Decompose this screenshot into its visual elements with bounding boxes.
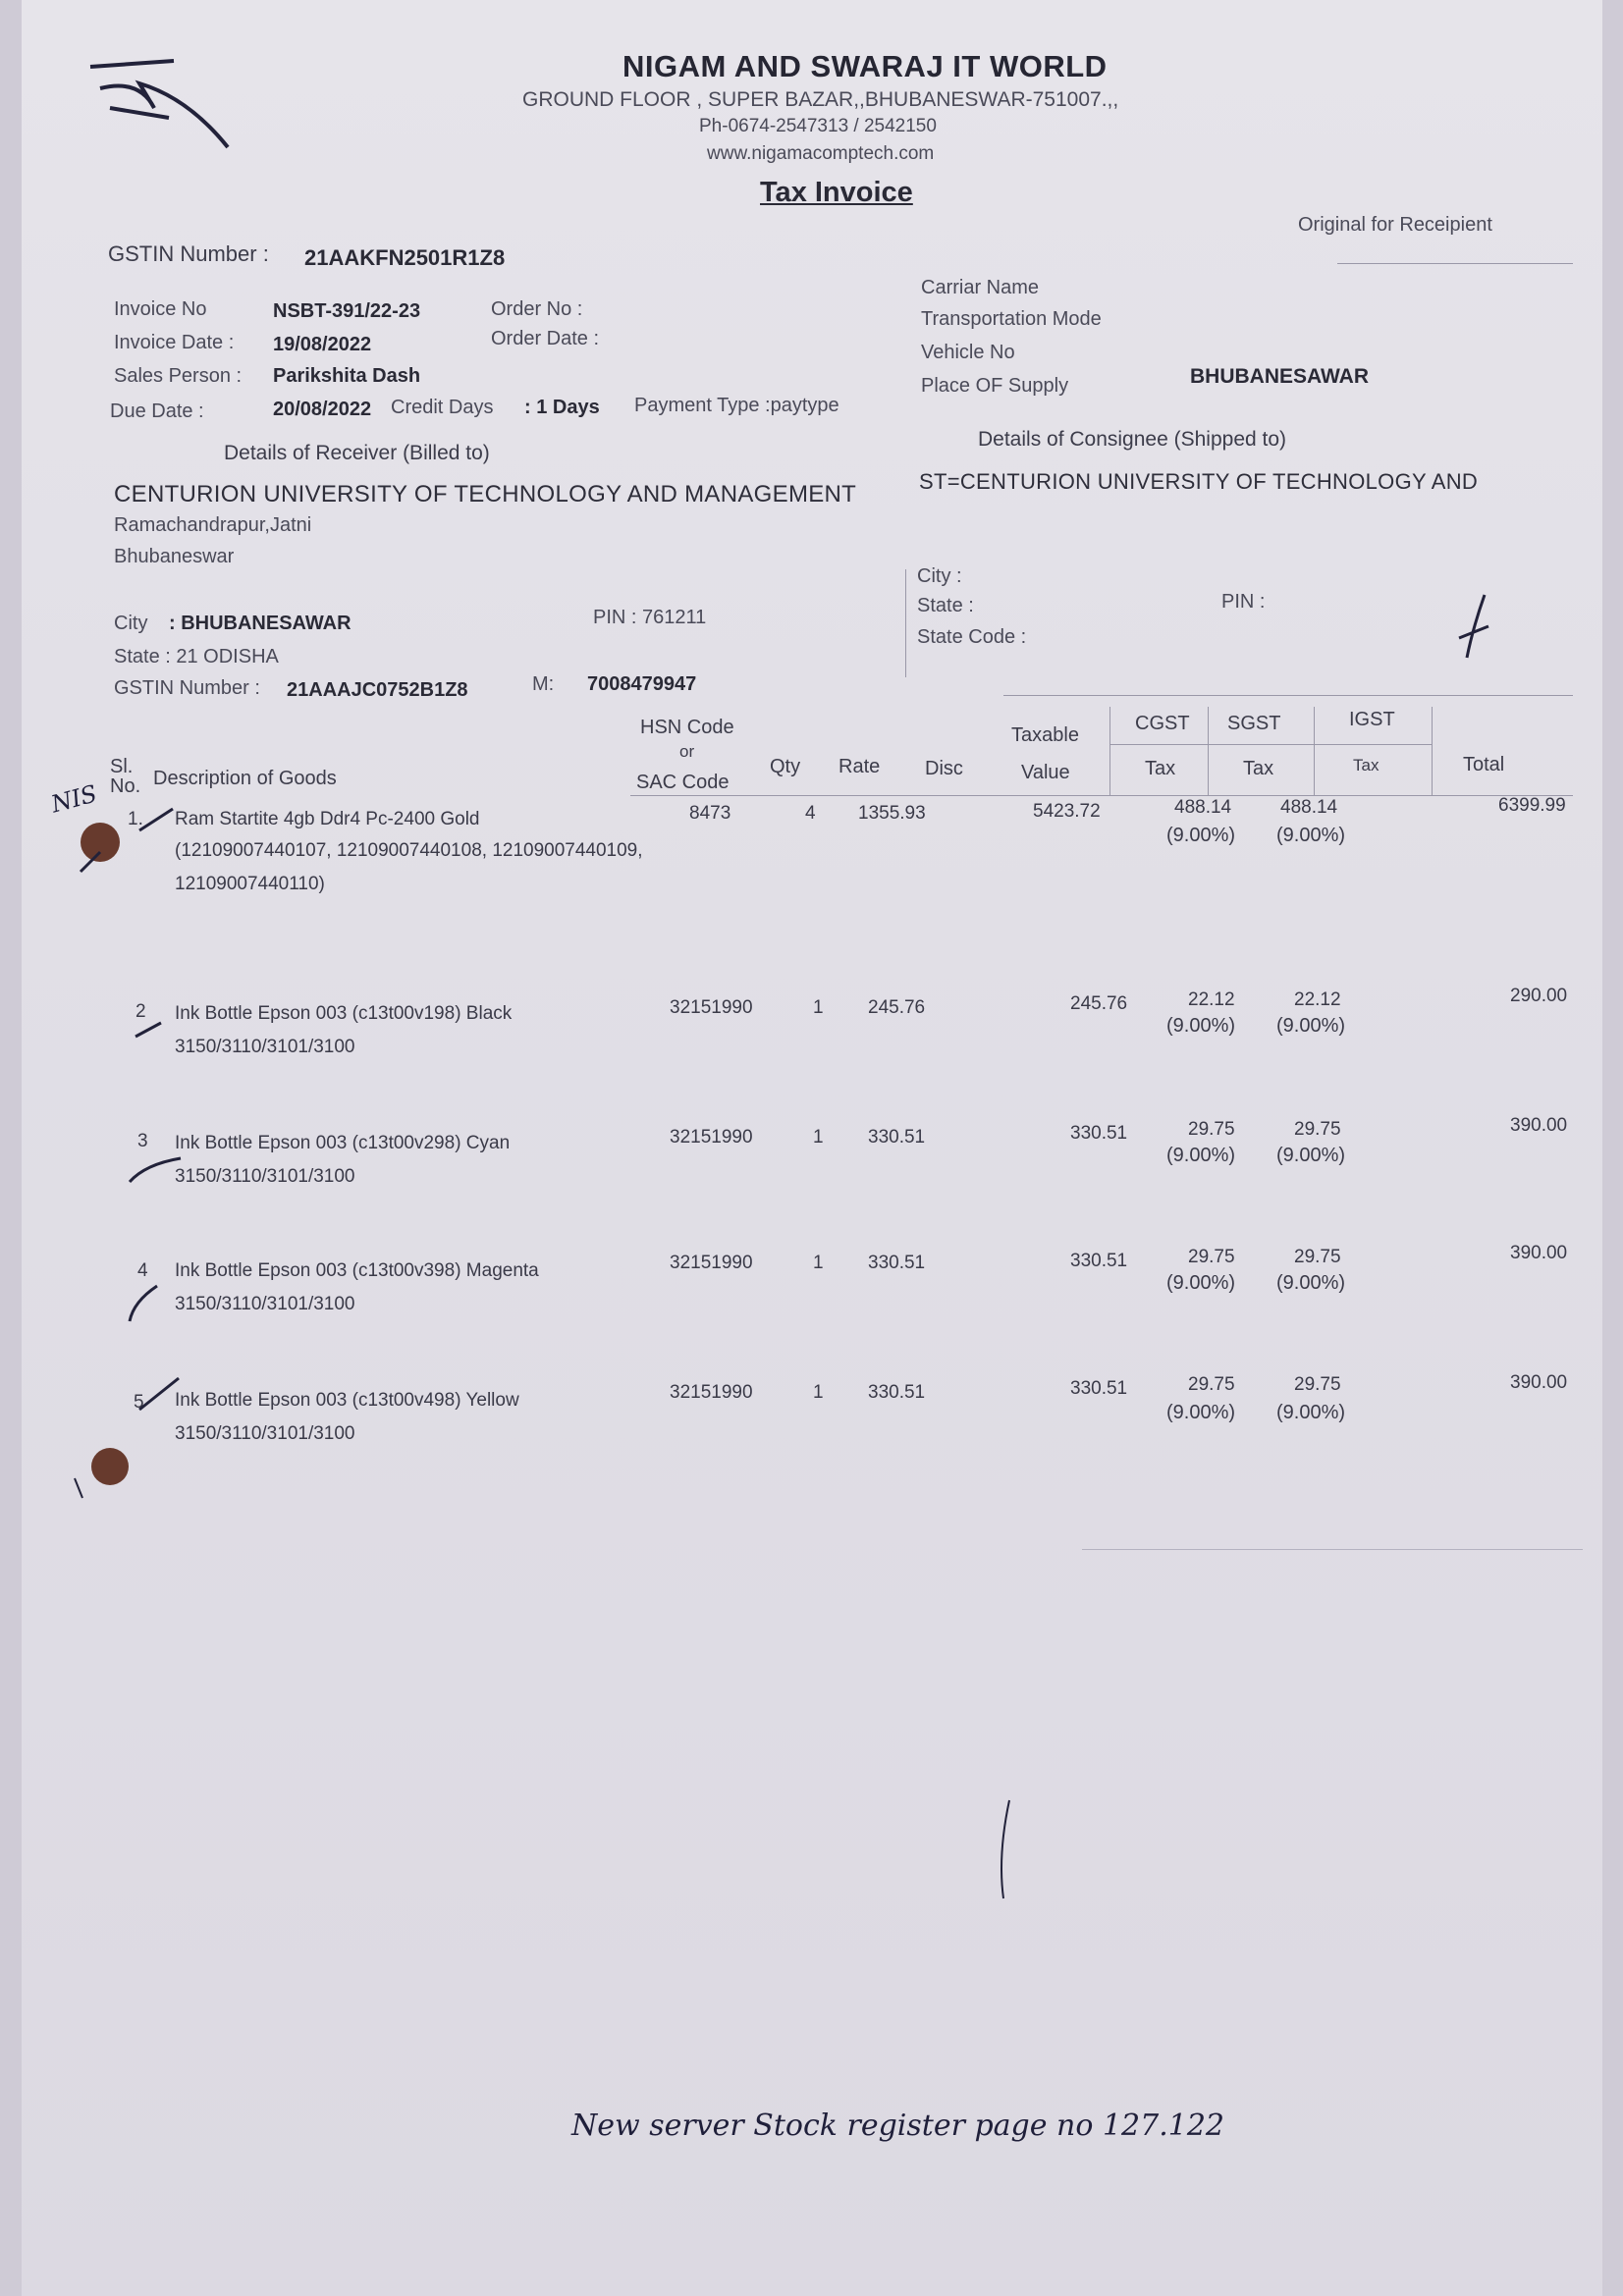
- th-qty: Qty: [770, 756, 801, 777]
- th-sgst-2: Tax: [1243, 758, 1274, 779]
- invoice-paper: [22, 0, 1602, 2296]
- receiver-address-line2: Bhubaneswar: [114, 546, 235, 567]
- due-date-value: 20/08/2022: [273, 399, 372, 420]
- th-igst-2: Tax: [1353, 756, 1380, 774]
- row-total: 390.00: [1510, 1115, 1568, 1136]
- row-qty: 1: [813, 1382, 824, 1403]
- row-description-line2: (12109007440107, 12109007440108, 12109007440109,: [175, 840, 643, 861]
- row-cgst: 29.75: [1188, 1247, 1235, 1267]
- th-cgst-1: CGST: [1135, 713, 1190, 734]
- receiver-gstin-value: 21AAAJC0752B1Z8: [287, 679, 468, 701]
- header-divider: [1337, 263, 1573, 264]
- row-sgst-rate: (9.00%): [1276, 1402, 1346, 1423]
- invoice-no-value: NSBT-391/22-23: [273, 300, 421, 322]
- row-cgst: 29.75: [1188, 1374, 1235, 1395]
- row-sgst: 22.12: [1294, 989, 1341, 1010]
- vehicle-label: Vehicle No: [921, 342, 1015, 363]
- row-description-line2: 3150/3110/3101/3100: [175, 1294, 355, 1314]
- receiver-pin: PIN : 761211: [593, 607, 707, 628]
- order-date-label: Order Date :: [491, 328, 600, 349]
- receiver-city-label: City: [114, 613, 148, 634]
- carrier-label: Carriar Name: [921, 277, 1040, 298]
- order-no-label: Order No :: [491, 298, 583, 320]
- row-cgst-rate: (9.00%): [1166, 1402, 1236, 1423]
- invoice-date-value: 19/08/2022: [273, 334, 372, 355]
- row-taxable: 330.51: [1070, 1378, 1128, 1399]
- gstin-label: GSTIN Number :: [108, 241, 269, 266]
- row-sl: 5: [134, 1392, 144, 1413]
- seller-address: GROUND FLOOR , SUPER BAZAR,,BHUBANESWAR-751007.,,: [522, 88, 1119, 111]
- row-total: 290.00: [1510, 986, 1568, 1006]
- row-sl: 1.: [128, 809, 143, 829]
- ink-blot-icon-2: [61, 1439, 139, 1508]
- row-description: Ink Bottle Epson 003 (c13t00v198) Black: [175, 1003, 513, 1024]
- row-cgst: 22.12: [1188, 989, 1235, 1010]
- due-date-label: Due Date :: [110, 400, 204, 422]
- row-sgst-rate: (9.00%): [1276, 825, 1346, 846]
- row-description-line2: 3150/3110/3101/3100: [175, 1423, 355, 1444]
- row-cgst-rate: (9.00%): [1166, 1145, 1236, 1166]
- gstin-value: 21AAKFN2501R1Z8: [304, 245, 506, 270]
- address-divider: [905, 569, 906, 677]
- row-sgst-rate: (9.00%): [1276, 1272, 1346, 1294]
- th-taxable-1: Taxable: [1011, 724, 1079, 746]
- col-line-igst: [1314, 707, 1315, 795]
- row-sgst: 488.14: [1280, 797, 1338, 818]
- row-rate: 330.51: [868, 1127, 926, 1148]
- row-cgst: 488.14: [1174, 797, 1232, 818]
- th-sl: Sl.: [110, 756, 134, 777]
- row-sgst-rate: (9.00%): [1276, 1015, 1346, 1037]
- row-description: Ink Bottle Epson 003 (c13t00v498) Yellow: [175, 1390, 519, 1411]
- receiver-address-line1: Ramachandrapur,Jatni: [114, 514, 312, 536]
- handwritten-footer-note: New server Stock register page no 127.122: [571, 2109, 1225, 2143]
- th-igst-1: IGST: [1349, 709, 1395, 730]
- row-hsn: 8473: [689, 803, 731, 824]
- row-taxable: 330.51: [1070, 1251, 1128, 1271]
- pen-stroke-icon: [984, 1796, 1023, 1904]
- receiver-city-value: : BHUBANESAWAR: [169, 613, 352, 634]
- row-qty: 1: [813, 1127, 824, 1148]
- row-description: Ram Startite 4gb Ddr4 Pc-2400 Gold: [175, 809, 480, 829]
- th-disc: Disc: [925, 758, 963, 779]
- th-hsn-3: SAC Code: [636, 772, 730, 793]
- invoice-date-label: Invoice Date :: [114, 332, 235, 353]
- receiver-state: State : 21 ODISHA: [114, 646, 279, 667]
- receiver-gstin-label: GSTIN Number :: [114, 677, 260, 699]
- consignee-heading: Details of Consignee (Shipped to): [978, 428, 1287, 451]
- receiver-heading: Details of Receiver (Billed to): [224, 442, 490, 464]
- consignee-city-label: City :: [917, 565, 962, 587]
- row-qty: 4: [805, 803, 816, 824]
- col-line-total: [1432, 707, 1433, 795]
- th-sgst-1: SGST: [1227, 713, 1281, 734]
- consignee-name: ST=CENTURION UNIVERSITY OF TECHNOLOGY AND: [919, 469, 1479, 494]
- row-cgst-rate: (9.00%): [1166, 1015, 1236, 1037]
- row-qty: 1: [813, 1253, 824, 1273]
- receiver-name: CENTURION UNIVERSITY OF TECHNOLOGY AND MANAGEMENT: [114, 481, 857, 507]
- seller-phone: Ph-0674-2547313 / 2542150: [699, 116, 937, 136]
- sales-person-value: Parikshita Dash: [273, 365, 421, 387]
- copy-label: Original for Receipient: [1298, 214, 1492, 236]
- signature-scribble-icon: [81, 49, 277, 157]
- row-rate: 330.51: [868, 1253, 926, 1273]
- row-sgst: 29.75: [1294, 1119, 1341, 1140]
- row-description-line2: 3150/3110/3101/3100: [175, 1037, 355, 1057]
- th-taxable-2: Value: [1021, 762, 1070, 783]
- row-taxable: 5423.72: [1033, 801, 1101, 822]
- margin-note: NIS: [48, 779, 100, 819]
- row-sgst: 29.75: [1294, 1247, 1341, 1267]
- sales-person-label: Sales Person :: [114, 365, 243, 387]
- row-sgst-rate: (9.00%): [1276, 1145, 1346, 1166]
- table-header-bottom-line: [630, 795, 1573, 796]
- place-of-supply-value: BHUBANESAWAR: [1190, 365, 1370, 388]
- row-taxable: 330.51: [1070, 1123, 1128, 1144]
- table-top-line: [1003, 695, 1573, 696]
- th-hsn-2: or: [679, 742, 695, 761]
- consignee-pin-label: PIN :: [1221, 591, 1266, 613]
- invoice-no-label: Invoice No: [114, 298, 207, 320]
- row-hsn: 32151990: [670, 1253, 753, 1273]
- row-description-line3: 12109007440110): [175, 874, 325, 894]
- row-description-line2: 3150/3110/3101/3100: [175, 1166, 355, 1187]
- tick-mark-icon: [124, 1282, 163, 1325]
- th-no: No.: [110, 775, 141, 797]
- credit-days-label: Credit Days: [391, 397, 494, 418]
- seller-website: www.nigamacomptech.com: [707, 143, 935, 164]
- row-rate: 330.51: [868, 1382, 926, 1403]
- receiver-mobile-label: M:: [532, 673, 555, 695]
- tax-header-line: [1109, 744, 1432, 745]
- row-total: 390.00: [1510, 1243, 1568, 1263]
- document-title: Tax Invoice: [760, 177, 913, 208]
- row-cgst-rate: (9.00%): [1166, 1272, 1236, 1294]
- row-taxable: 245.76: [1070, 993, 1128, 1014]
- row-hsn: 32151990: [670, 997, 753, 1018]
- th-rate: Rate: [839, 756, 881, 777]
- row-hsn: 32151990: [670, 1382, 753, 1403]
- th-cgst-2: Tax: [1145, 758, 1176, 779]
- row-sl: 2: [135, 1001, 146, 1022]
- transport-mode-label: Transportation Mode: [921, 308, 1102, 330]
- credit-days-value: : 1 Days: [524, 397, 600, 418]
- consignee-state-code-label: State Code :: [917, 626, 1027, 648]
- col-line-sgst: [1208, 707, 1209, 795]
- row-cgst: 29.75: [1188, 1119, 1235, 1140]
- seller-name: NIGAM AND SWARAJ IT WORLD: [622, 49, 1108, 83]
- row-description: Ink Bottle Epson 003 (c13t00v398) Magenta: [175, 1260, 539, 1281]
- row-total: 390.00: [1510, 1372, 1568, 1393]
- row-hsn: 32151990: [670, 1127, 753, 1148]
- row-sl: 3: [137, 1131, 148, 1151]
- place-of-supply-label: Place OF Supply: [921, 375, 1069, 397]
- th-hsn-1: HSN Code: [640, 717, 734, 738]
- th-total: Total: [1463, 754, 1505, 775]
- row-qty: 1: [813, 997, 824, 1018]
- col-line-cgst: [1109, 707, 1110, 795]
- tick-mark-icon: [137, 805, 177, 834]
- table-bottom-line: [1082, 1549, 1583, 1550]
- row-cgst-rate: (9.00%): [1166, 825, 1236, 846]
- tick-mark-icon: [132, 1017, 171, 1041]
- th-description: Description of Goods: [153, 768, 337, 789]
- row-description: Ink Bottle Epson 003 (c13t00v298) Cyan: [175, 1133, 511, 1153]
- consignee-state-label: State :: [917, 595, 974, 616]
- receiver-mobile-value: 7008479947: [587, 673, 697, 695]
- row-rate: 1355.93: [858, 803, 926, 824]
- checkmark-scribble-icon: [1455, 589, 1504, 667]
- row-sgst: 29.75: [1294, 1374, 1341, 1395]
- row-rate: 245.76: [868, 997, 926, 1018]
- payment-type: Payment Type :paytype: [634, 395, 839, 416]
- row-sl: 4: [137, 1260, 148, 1281]
- row-total: 6399.99: [1498, 795, 1566, 816]
